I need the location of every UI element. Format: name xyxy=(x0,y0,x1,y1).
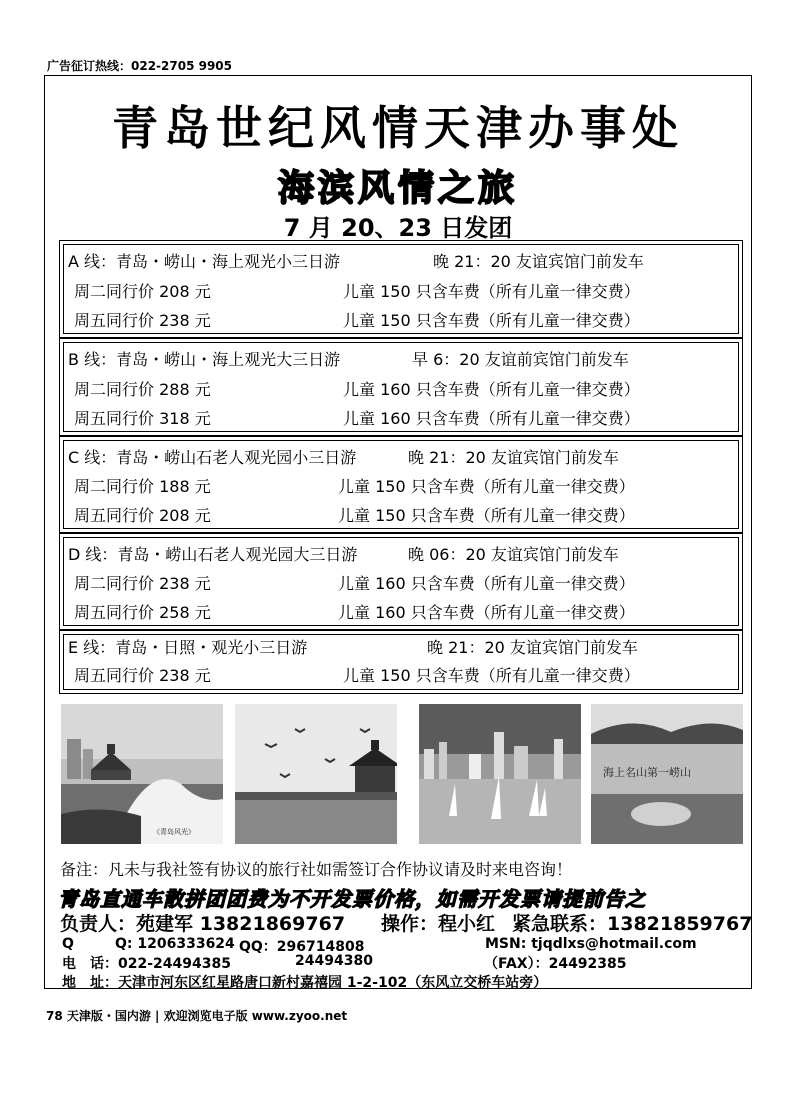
route-name: B 线：青岛・崂山・海上观光大三日游 xyxy=(68,350,341,369)
price-child: 儿童 160 只含车费（所有儿童一律交费） xyxy=(338,574,635,593)
invoice-notice: 青岛直通车散拼团团费为不开发票价格，如需开发票请提前告之 xyxy=(58,887,646,911)
rock-engraving: 海上名山第一崂山 xyxy=(603,766,691,779)
price-adult: 周五同行价 318 元 xyxy=(74,409,211,428)
route-departure: 晚 06：20 友谊宾馆门前发车 xyxy=(408,545,619,564)
msn-contact: MSN: tjqdlxs@hotmail.com xyxy=(485,936,697,952)
qq-label: Q xyxy=(62,936,74,952)
photo-laoshan-rock xyxy=(591,704,743,844)
price-adult: 周二同行价 288 元 xyxy=(74,380,211,399)
route-name: D 线：青岛・崂山石老人观光园大三日游 xyxy=(68,545,358,564)
ad-hotline: 广告征订热线：022-2705 9905 xyxy=(47,59,233,73)
price-adult: 周五同行价 208 元 xyxy=(74,506,211,525)
page-footer: 78 天津版・国内游 | 欢迎浏览电子版 www.zyoo.net xyxy=(46,1009,348,1023)
route-name: C 线：青岛・崂山石老人观光园小三日游 xyxy=(68,448,357,467)
page-title: 青岛世纪风情天津办事处 xyxy=(112,101,684,155)
qq-number: Q: 1206333624 xyxy=(115,936,235,952)
fax: （FAX）：24492385 xyxy=(484,956,627,972)
manager-contact: 负责人：苑建军 13821869767 xyxy=(60,913,346,935)
route-block-c xyxy=(59,436,743,533)
photo-caption: 《青岛风光》 xyxy=(153,828,195,836)
departure-date: 7 月 20、23 日发团 xyxy=(283,214,513,242)
telephone-2: 24494380 xyxy=(295,953,373,969)
price-child: 儿童 150 只含车费（所有儿童一律交费） xyxy=(343,666,640,685)
route-block-e xyxy=(59,630,743,694)
price-adult: 周二同行价 238 元 xyxy=(74,574,211,593)
price-child: 儿童 150 只含车费（所有儿童一律交费） xyxy=(338,506,635,525)
route-block-d xyxy=(59,533,743,630)
price-child: 儿童 160 只含车费（所有儿童一律交费） xyxy=(343,380,640,399)
route-departure: 晚 21：20 友谊宾馆门前发车 xyxy=(408,448,619,467)
price-adult: 周二同行价 188 元 xyxy=(74,477,211,496)
price-child: 儿童 150 只含车费（所有儿童一律交费） xyxy=(343,311,640,330)
qq-number-2: QQ：296714808 xyxy=(239,939,365,955)
subtitle: 海滨风情之旅 xyxy=(277,168,518,209)
route-departure: 早 6：20 友谊前宾馆门前发车 xyxy=(412,350,629,369)
price-adult: 周五同行价 238 元 xyxy=(74,666,211,685)
price-adult: 周五同行价 238 元 xyxy=(74,311,211,330)
price-child: 儿童 150 只含车费（所有儿童一律交费） xyxy=(343,282,640,301)
emergency-contact: 紧急联系：13821859767 xyxy=(512,913,753,935)
price-adult: 周二同行价 208 元 xyxy=(74,282,211,301)
telephone: 电 话：022-24494385 xyxy=(62,956,231,972)
route-name: A 线：青岛・崂山・海上观光小三日游 xyxy=(68,252,341,271)
price-child: 儿童 160 只含车费（所有儿童一律交费） xyxy=(338,603,635,622)
price-child: 儿童 160 只含车费（所有儿童一律交费） xyxy=(343,409,640,428)
route-block-a xyxy=(59,240,743,338)
photo-pier-seagulls xyxy=(235,704,397,844)
price-adult: 周五同行价 258 元 xyxy=(74,603,211,622)
photo-sailboats-skyline xyxy=(419,704,581,844)
note: 备注：凡未与我社签有协议的旅行社如需签订合作协议请及时来电咨询！ xyxy=(60,860,573,879)
route-departure: 晚 21：20 友谊宾馆门前发车 xyxy=(427,638,638,657)
price-child: 儿童 150 只含车费（所有儿童一律交费） xyxy=(338,477,635,496)
photo-seaside-pavilion xyxy=(61,704,223,844)
route-name: E 线：青岛・日照・观光小三日游 xyxy=(68,638,308,657)
address: 地 址：天津市河东区红星路唐口新村嘉禧园 1-2-102（东风立交桥车站旁） xyxy=(62,975,548,991)
route-departure: 晚 21：20 友谊宾馆门前发车 xyxy=(433,252,644,271)
operator-contact: 操作：程小红 xyxy=(381,913,496,935)
route-block-b xyxy=(59,338,743,436)
